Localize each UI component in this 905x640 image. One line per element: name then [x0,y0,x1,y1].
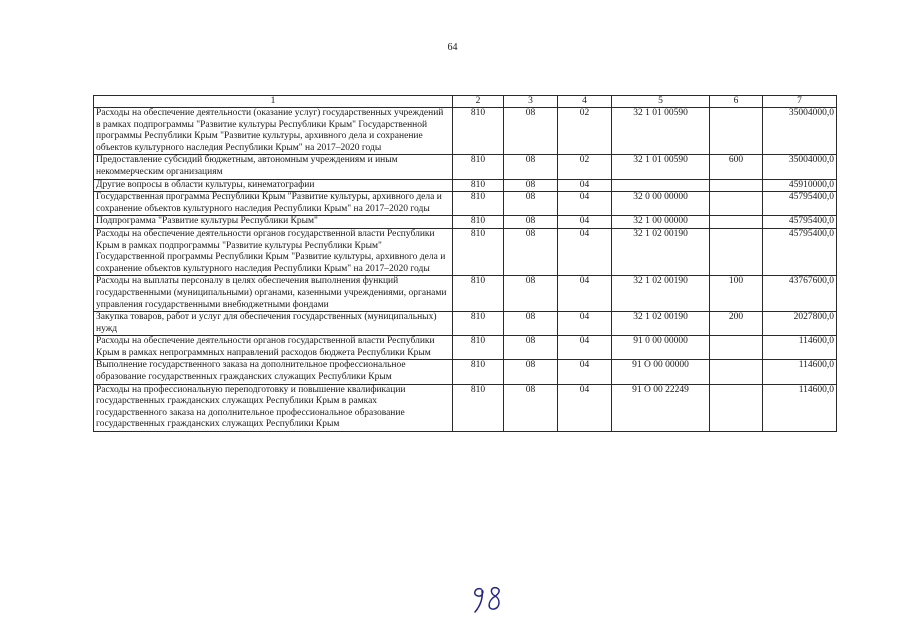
table-row [94,312,837,336]
table-row [94,384,837,431]
row-name: Расходы на обеспечение деятельности (оказание услуг) государственных учреждений в рамках подпрограммы "Развитие культуры Республики Крым" Государственной программы Республики Крым "Развитие культуры, архивного дела и сохранение объектов культурного наследия Республики Крым" на 2017–2020 годы [94,108,453,155]
cell-col6 [710,216,763,229]
handwritten-page-mark [469,583,509,622]
cell-col2: 810 [453,179,504,192]
cell-amount: 45795400,0 [763,228,837,275]
cell-col2: 810 [453,276,504,312]
cell-col3: 08 [504,179,558,192]
row-name: Расходы на выплаты персоналу в целях обеспечения выполнения функций государственными (муниципальными) органами, казенными учреждениями, органами управления государственными внебюджетными фондами [94,276,453,312]
cell-col5: 91 0 00 00000 [612,336,710,360]
column-header: 5 [612,96,710,108]
cell-col2: 810 [453,336,504,360]
cell-col2: 810 [453,216,504,229]
cell-amount: 35004000,0 [763,155,837,179]
page-number: 64 [447,42,458,53]
cell-col3: 08 [504,384,558,431]
cell-amount: 35004000,0 [763,108,837,155]
cell-col5: 32 1 00 00000 [612,216,710,229]
column-header: 4 [558,96,612,108]
cell-amount: 45910000,0 [763,179,837,192]
row-name: Предоставление субсидий бюджетным, автономным учреждениям и иным некоммерческим организациям [94,155,453,179]
cell-col3: 08 [504,228,558,275]
table-row [94,108,837,155]
cell-col3: 08 [504,276,558,312]
row-name: Подпрограмма "Развитие культуры Республики Крым" [94,216,453,229]
table-row [94,216,837,229]
row-name: Государственная программа Республики Крым "Развитие культуры, архивного дела и сохранение объектов культурного наследия Республики Крым" на 2017–2020 годы [94,192,453,216]
budget-table [93,95,837,432]
cell-col4: 04 [558,216,612,229]
cell-col6: 600 [710,155,763,179]
table-row [94,179,837,192]
row-name: Выполнение государственного заказа на дополнительное профессиональное образование государственных гражданских служащих Республики Крым [94,360,453,384]
cell-col3: 08 [504,155,558,179]
cell-col6 [710,179,763,192]
cell-amount: 43767600,0 [763,276,837,312]
cell-amount: 45795400,0 [763,192,837,216]
cell-col2: 810 [453,384,504,431]
cell-col6 [710,192,763,216]
column-header: 2 [453,96,504,108]
cell-col2: 810 [453,155,504,179]
column-header: 6 [710,96,763,108]
cell-col4: 04 [558,228,612,275]
cell-col3: 08 [504,312,558,336]
cell-col4: 04 [558,336,612,360]
table-row [94,276,837,312]
cell-col5: 32 1 02 00190 [612,228,710,275]
table-row [94,336,837,360]
cell-col5 [612,179,710,192]
cell-col5: 32 1 02 00190 [612,312,710,336]
table-row [94,192,837,216]
row-name: Расходы на профессиональную переподготовку и повышение квалификации государственных гражданских служащих Республики Крым в рамках государственного заказа на дополнительное профессиональное образование государственных гражданских служащих Республики Крым [94,384,453,431]
cell-col3: 08 [504,192,558,216]
cell-amount: 114600,0 [763,384,837,431]
column-header: 7 [763,96,837,108]
row-name: Расходы на обеспечение деятельности органов государственной власти Республики Крым в рамках непрограммных направлений расходов бюджета Республики Крым [94,336,453,360]
cell-amount: 114600,0 [763,360,837,384]
cell-col4: 02 [558,108,612,155]
cell-col4: 04 [558,384,612,431]
table-row [94,155,837,179]
handwritten-signature-glyph [469,583,509,617]
cell-col4: 04 [558,276,612,312]
cell-col6: 100 [710,276,763,312]
row-name: Закупка товаров, работ и услуг для обеспечения государственных (муниципальных) нужд [94,312,453,336]
cell-col5: 91 О 00 22249 [612,384,710,431]
cell-col2: 810 [453,192,504,216]
cell-col4: 04 [558,179,612,192]
cell-col2: 810 [453,108,504,155]
cell-amount: 114600,0 [763,336,837,360]
cell-col5: 32 0 00 00000 [612,192,710,216]
cell-col3: 08 [504,336,558,360]
cell-col3: 08 [504,360,558,384]
cell-col6 [710,384,763,431]
cell-col6 [710,336,763,360]
cell-col6 [710,108,763,155]
cell-col3: 08 [504,216,558,229]
cell-col5: 91 О 00 00000 [612,360,710,384]
table-header-row [94,96,837,108]
cell-col6 [710,360,763,384]
cell-col6 [710,228,763,275]
table-row [94,360,837,384]
cell-col5: 32 1 01 00590 [612,108,710,155]
cell-col4: 04 [558,312,612,336]
cell-col4: 02 [558,155,612,179]
cell-col5: 32 1 02 00190 [612,276,710,312]
cell-col2: 810 [453,360,504,384]
cell-amount: 2027800,0 [763,312,837,336]
cell-col3: 08 [504,108,558,155]
table-row [94,228,837,275]
cell-col2: 810 [453,228,504,275]
cell-col4: 04 [558,360,612,384]
column-header: 3 [504,96,558,108]
cell-col5: 32 1 01 00590 [612,155,710,179]
column-header: 1 [94,96,453,108]
cell-amount: 45795400,0 [763,216,837,229]
cell-col6: 200 [710,312,763,336]
cell-col4: 04 [558,192,612,216]
row-name: Расходы на обеспечение деятельности органов государственной власти Республики Крым в рамках подпрограммы "Развитие культуры Республики Крым" Государственной программы Республики Крым "Развитие культуры, архивного дела и сохранение объектов культурного наследия Республики Крым" на 2017–2020 годы [94,228,453,275]
cell-col2: 810 [453,312,504,336]
row-name: Другие вопросы в области культуры, кинематографии [94,179,453,192]
